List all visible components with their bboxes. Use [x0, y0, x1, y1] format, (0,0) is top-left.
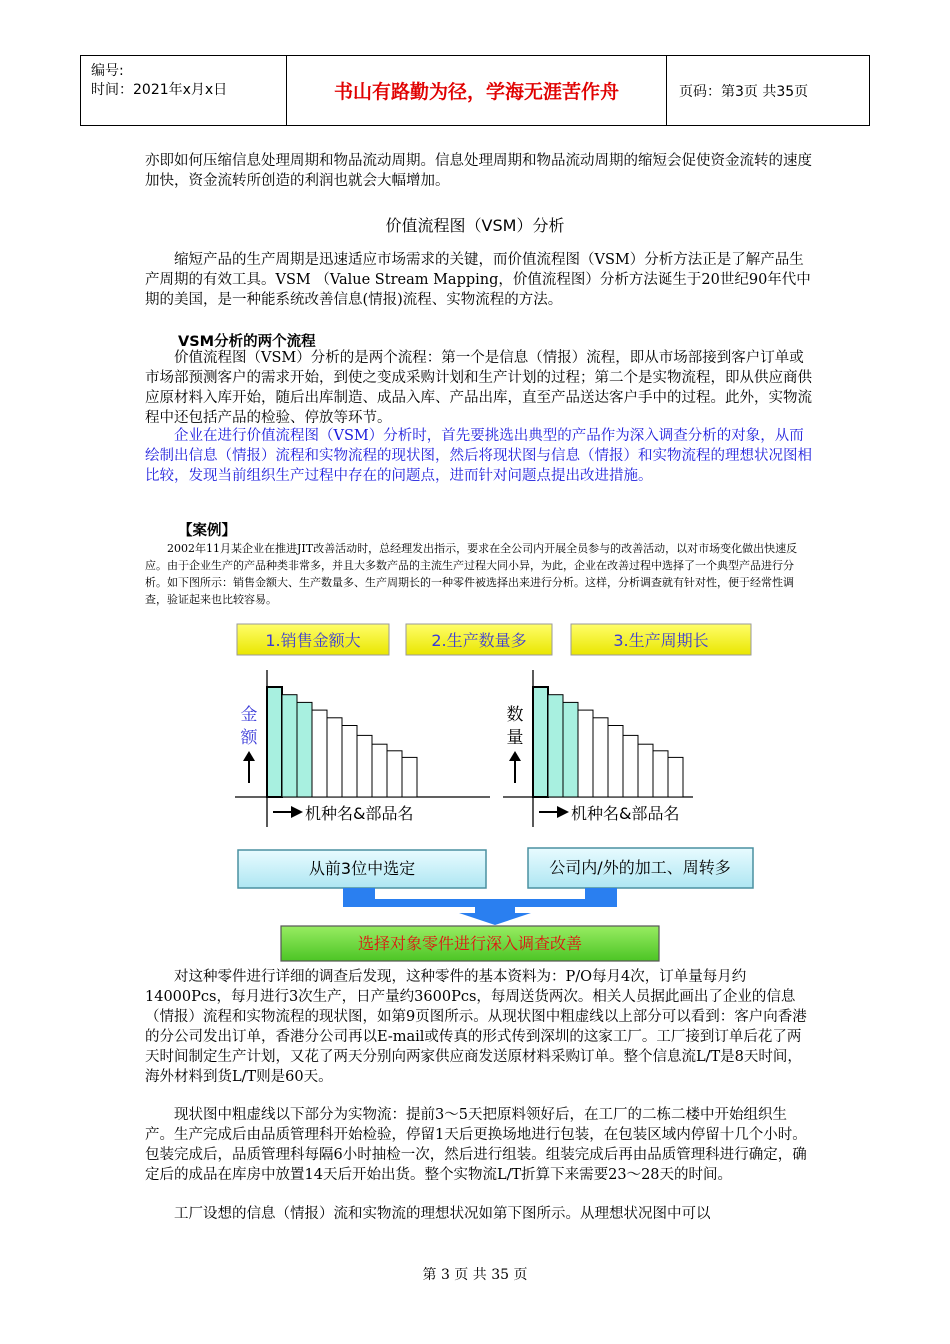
axis-char-jin: 金	[240, 705, 258, 725]
chart-bar	[668, 757, 683, 797]
criterion-label-cycle: 3.生产周期长	[613, 631, 709, 650]
chart-bar	[638, 744, 653, 797]
processing-box	[528, 848, 753, 888]
criterion-box-quantity	[406, 624, 552, 655]
document-date: 时间：2021年x月x日	[91, 82, 228, 98]
chart-bar	[297, 702, 312, 797]
header-motto: 书山有路勤为径，学海无涯苦作舟	[287, 56, 667, 125]
intro-paragraph: 亦即如何压缩信息处理周期和物品流动周期。信息处理周期和物品流动周期的缩短会促使资金流转的速度加快，资金流转所创造的利润也就会大幅增加。	[145, 153, 812, 189]
chart-bar	[608, 726, 623, 798]
chart-bar	[548, 695, 563, 797]
bars-group	[533, 687, 683, 797]
chart-bar	[653, 751, 668, 797]
selection-diagram	[225, 615, 765, 970]
subsection-heading: VSM分析的两个流程	[178, 334, 316, 350]
header-meta	[81, 56, 287, 125]
chart-bar	[623, 735, 638, 797]
axis-char-e: 额	[240, 728, 258, 748]
chart-bar	[578, 710, 593, 797]
chart-bar	[563, 702, 578, 797]
criterion-label-quantity: 2.生产数量多	[431, 631, 527, 650]
select-top3-label: 从前3位中选定	[308, 859, 416, 878]
x-axis-label: 机种名&部品名	[305, 804, 414, 823]
paragraph-physical-flow: 现状图中粗虚线以下部分为实物流：提前3～5天把原料领好后，在工厂的二栋二楼中开始组织生产。生产完成后由品质管理科开始检验，停留1天后更换场地进行包装，在包装区域内停留十几个小时。包装完成后，品质管理科每隔6小时抽检一次，然后进行组装。组装完成后再由品质管理科进行确定，确定后的成品在库房中放置14天后开始出货。整个实物流L/T折算下来需要23～28天的时间。	[145, 1107, 807, 1183]
result-label: 选择对象零件进行深入调查改善	[357, 934, 583, 953]
case-paragraph: 2002年11月某企业在推进JIT改善活动时，总经理发出指示，要求在全公司内开展全员参与的改善活动，以对市场变化做出快速反应。由于企业生产的产品种类非常多，并且大多数产品的主流生产过程大同小异，为此，企业在改善过程中选择了一个典型产品进行分析。如下图所示：销售金额大、生产数量多、生产周期长的一种零件被选择出来进行分析。这样，分析调查就有针对性，便于经常性调查，验证起来也比较容易。	[145, 542, 798, 606]
sales-amount-pareto-chart	[235, 670, 490, 827]
axis-char-liang: 量	[506, 728, 524, 748]
paragraph-vsm-intro: 缩短产品的生产周期是迅速适应市场需求的关键，而价值流程图（VSM）分析方法正是了解产品生产周期的有效工具。VSM （Value Stream Mapping，价值流程图）分析方法诞生于20世纪90年代中期的美国，是一种能系统改善信息(情报)流程、实物流程的方法。	[145, 252, 811, 308]
right-arrow-icon	[539, 806, 569, 818]
result-box	[281, 926, 659, 961]
up-arrow-icon	[243, 751, 255, 783]
chart-bar	[593, 718, 608, 797]
quantity-pareto-chart	[503, 670, 693, 827]
select-top3-box	[238, 850, 486, 888]
right-arrow-icon	[273, 806, 303, 818]
page-header	[80, 55, 870, 126]
document-number-label: 编号:	[91, 63, 124, 79]
page-footer: 第 3 页 共 35 页	[422, 1267, 528, 1283]
chart-bar	[327, 718, 342, 797]
up-arrow-icon	[509, 751, 521, 783]
criterion-label-sales: 1.销售金额大	[265, 631, 361, 650]
chart-bar	[267, 687, 282, 797]
criterion-box-cycle	[571, 624, 751, 655]
chart-bar	[533, 687, 548, 797]
chart-bar	[357, 735, 372, 797]
paragraph-analysis-steps: 企业在进行价值流程图（VSM）分析时，首先要挑选出典型的产品作为深入调查分析的对象，从而绘制出信息（情报）流程和实物流程的现状图，然后将现状图与信息（情报）和实物流程的理想状况图相比较，发现当前组织生产过程中存在的问题点，进而针对问题点提出改进措施。	[145, 428, 812, 484]
chart-bar	[372, 744, 387, 797]
paragraph-part-data: 对这种零件进行详细的调查后发现，这种零件的基本资料为：P/O每月4次，订单量每月约14000Pcs，每月进行3次生产，日产量约3600Pcs，每周送货两次。相关人员据此画出了企业的信息（情报）流程和实物流程的现状图，如第9页图所示。从现状图中粗虚线以上部分可以看到：客户向香港的分公司发出订单，香港分公司再以E-mail或传真的形式传到深圳的这家工厂。工厂接到订单后花了两天时间制定生产计划，又花了两天分别向两家供应商发送原材料采购订单。整个信息流L/T是8天时间，海外材料到货L/T则是60天。	[145, 969, 807, 1085]
axis-char-shu: 数	[506, 705, 524, 725]
bars-group	[267, 687, 417, 797]
chart-bar	[402, 757, 417, 797]
processing-label: 公司内/外的加工、周转多	[549, 858, 731, 877]
chart-bar	[387, 751, 402, 797]
paragraph-ideal-state: 工厂设想的信息（情报）流和实物流的理想状况如第下图所示。从理想状况图中可以	[145, 1206, 711, 1222]
case-label: 【案例】	[178, 523, 236, 539]
chart-bar	[282, 695, 297, 797]
merge-arrow-icon	[343, 888, 617, 925]
criterion-box-sales	[237, 624, 389, 655]
x-axis-label: 机种名&部品名	[571, 804, 680, 823]
chart-bar	[342, 726, 357, 798]
paragraph-two-flows: 价值流程图（VSM）分析的是两个流程：第一个是信息（情报）流程，即从市场部接到客户订单或市场部预测客户的需求开始，到使之变成采购计划和生产计划的过程；第二个是实物流程，即从供应商供应原材料入库开始，随后出库制造、成品入库、产品出库，直至产品送达客户手中的过程。此外，实物流程中还包括产品的检验、停放等环节。	[145, 350, 812, 426]
header-page-info: 页码：第3页 共35页	[679, 83, 809, 100]
section-title: 价值流程图（VSM）分析	[385, 216, 565, 235]
chart-bar	[312, 710, 327, 797]
